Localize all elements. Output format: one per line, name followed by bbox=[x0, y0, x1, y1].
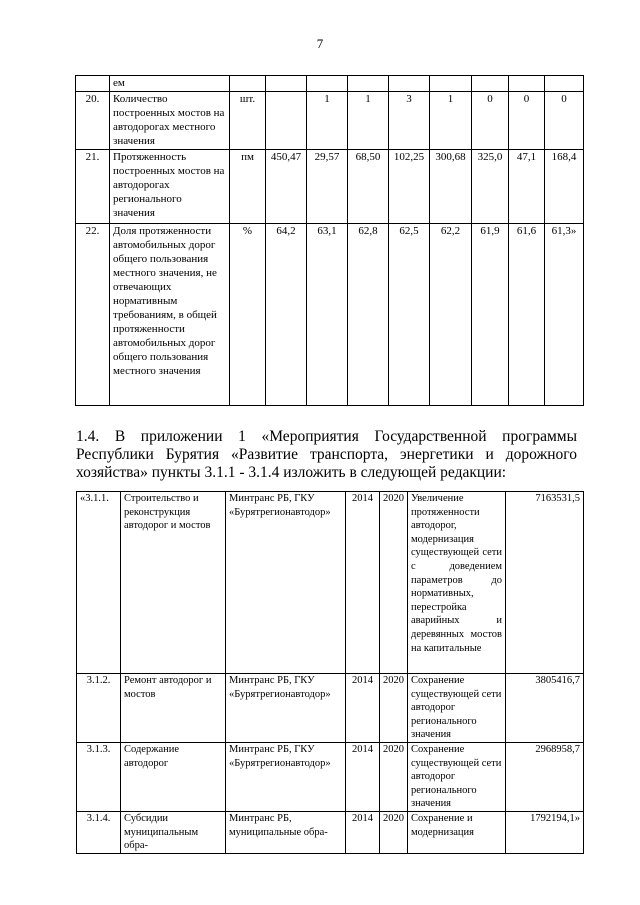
indicator-name: ем bbox=[110, 76, 230, 92]
executor: Минтранс РБ, муниципальные обра- bbox=[226, 811, 346, 853]
start-year: 2014 bbox=[346, 742, 380, 811]
end-year: 2020 bbox=[380, 492, 408, 674]
unit bbox=[230, 76, 266, 92]
value: 300,68 bbox=[430, 150, 472, 224]
value: 62,5 bbox=[389, 224, 430, 406]
start-year: 2014 bbox=[346, 811, 380, 853]
unit: шт. bbox=[230, 92, 266, 150]
indicator-name: Количество построенных мостов на автодорогах местного значения bbox=[110, 92, 230, 150]
funding-amount: 7163531,5 bbox=[506, 492, 584, 674]
page-number: 7 bbox=[316, 36, 324, 51]
value bbox=[545, 76, 584, 92]
row-number: 22. bbox=[76, 224, 110, 406]
row-number bbox=[76, 76, 110, 92]
value: 61,6 bbox=[509, 224, 545, 406]
item-number: 3.1.4. bbox=[77, 811, 121, 853]
row-number: 21. bbox=[76, 150, 110, 224]
indicator-name: Протяженность построенных мостов на автодорогах регионального значения bbox=[110, 150, 230, 224]
table-row bbox=[77, 674, 584, 743]
value: 1 bbox=[430, 92, 472, 150]
measure-name: Строительство и реконструкция автодорог и мостов bbox=[121, 492, 226, 674]
value bbox=[472, 76, 509, 92]
value: 325,0 bbox=[472, 150, 509, 224]
value: 1 bbox=[307, 92, 348, 150]
value: 3 bbox=[389, 92, 430, 150]
end-year: 2020 bbox=[380, 811, 408, 853]
item-number: 3.1.3. bbox=[77, 742, 121, 811]
value bbox=[389, 76, 430, 92]
funding-amount: 1792194,1» bbox=[506, 811, 584, 853]
table-row bbox=[77, 492, 584, 674]
table-row bbox=[77, 811, 584, 853]
table-row bbox=[76, 224, 584, 406]
value bbox=[266, 92, 307, 150]
executor: Минтранс РБ, ГКУ «Бурятрегионавтодор» bbox=[226, 742, 346, 811]
value: 61,3» bbox=[545, 224, 584, 406]
value: 64,2 bbox=[266, 224, 307, 406]
funding-amount: 3805416,7 bbox=[506, 674, 584, 743]
amendment-paragraph: 1.4. В приложении 1 «Мероприятия Государственной программы Республики Бурятия «Развитие транспорта, энергетики и дорожного хозяйства» пункты 3.1.1 - 3.1.4 изложить в следующей редакции: bbox=[76, 428, 577, 481]
table-row bbox=[76, 76, 584, 92]
value: 68,50 bbox=[348, 150, 389, 224]
value: 29,57 bbox=[307, 150, 348, 224]
expected-result: Увеличение протяженности автодорог, модернизация существующей сети с доведением параметров до нормативных, перестройка аварийных и деревянных мостов на капитальные bbox=[408, 492, 506, 674]
row-number: 20. bbox=[76, 92, 110, 150]
value: 450,47 bbox=[266, 150, 307, 224]
table-row bbox=[77, 742, 584, 811]
expected-result: Сохранение существующей сети автодорог регионального значения bbox=[408, 742, 506, 811]
measure-name: Субсидии муниципальным обра- bbox=[121, 811, 226, 853]
unit: пм bbox=[230, 150, 266, 224]
indicators-table bbox=[75, 75, 584, 406]
value: 0 bbox=[545, 92, 584, 150]
end-year: 2020 bbox=[380, 674, 408, 743]
measures-table bbox=[76, 491, 584, 854]
measure-name: Содержание автодорог bbox=[121, 742, 226, 811]
value: 61,9 bbox=[472, 224, 509, 406]
executor: Минтранс РБ, ГКУ «Бурятрегионавтодор» bbox=[226, 492, 346, 674]
end-year: 2020 bbox=[380, 742, 408, 811]
unit: % bbox=[230, 224, 266, 406]
expected-result: Сохранение и модернизация bbox=[408, 811, 506, 853]
value: 168,4 bbox=[545, 150, 584, 224]
value: 63,1 bbox=[307, 224, 348, 406]
value bbox=[509, 76, 545, 92]
value: 62,8 bbox=[348, 224, 389, 406]
table-row bbox=[76, 150, 584, 224]
indicator-name: Доля протяженности автомобильных дорог общего пользования местного значения, не отвечающих нормативным требованиям, в общей протяженности автомобильных дорог общего пользования местного значения bbox=[110, 224, 230, 406]
executor: Минтранс РБ, ГКУ «Бурятрегионавтодор» bbox=[226, 674, 346, 743]
value bbox=[348, 76, 389, 92]
start-year: 2014 bbox=[346, 674, 380, 743]
value: 0 bbox=[509, 92, 545, 150]
item-number: 3.1.2. bbox=[77, 674, 121, 743]
value: 1 bbox=[348, 92, 389, 150]
value: 47,1 bbox=[509, 150, 545, 224]
table-row bbox=[76, 92, 584, 150]
value bbox=[430, 76, 472, 92]
value bbox=[266, 76, 307, 92]
start-year: 2014 bbox=[346, 492, 380, 674]
funding-amount: 2968958,7 bbox=[506, 742, 584, 811]
value: 102,25 bbox=[389, 150, 430, 224]
expected-result: Сохранение существующей сети автодорог регионального значения bbox=[408, 674, 506, 743]
value: 0 bbox=[472, 92, 509, 150]
item-number: «3.1.1. bbox=[77, 492, 121, 674]
measure-name: Ремонт автодорог и мостов bbox=[121, 674, 226, 743]
value: 62,2 bbox=[430, 224, 472, 406]
value bbox=[307, 76, 348, 92]
